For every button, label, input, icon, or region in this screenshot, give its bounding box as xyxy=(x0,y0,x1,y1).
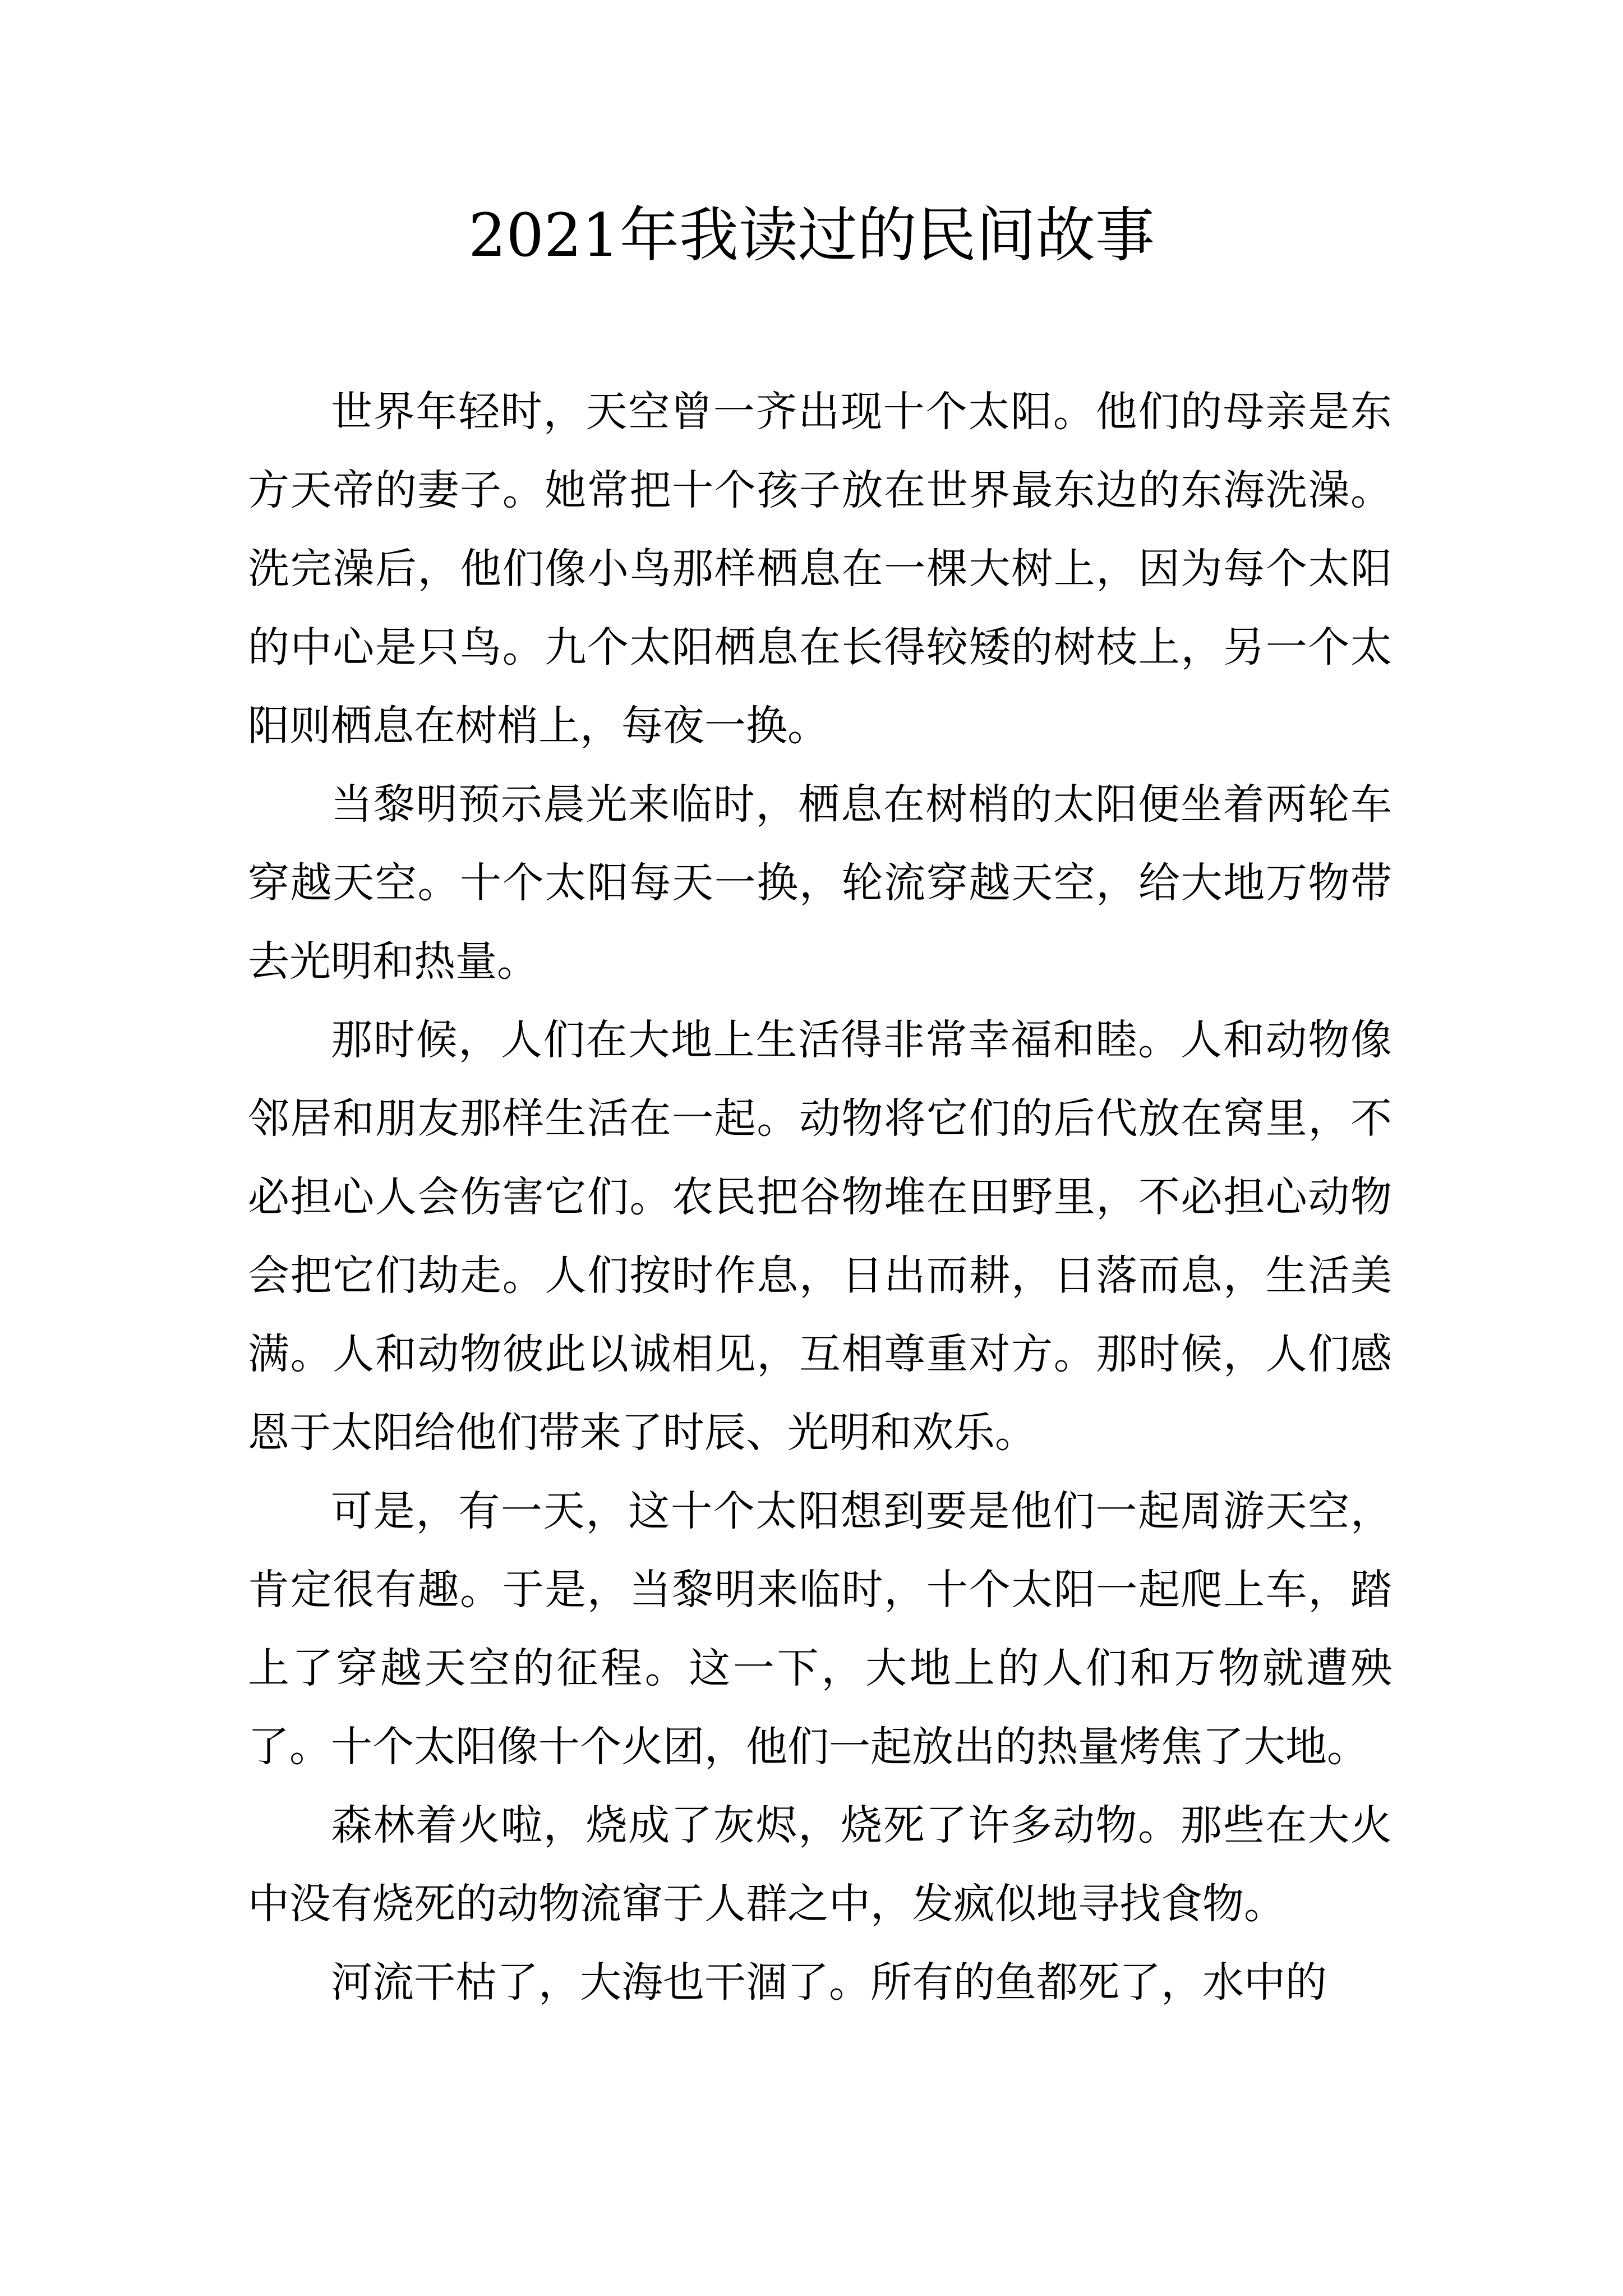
paragraph: 河流干枯了，大海也干涸了。所有的鱼都死了，水中的 xyxy=(331,1958,1327,2007)
paragraph: 那时候，人们在大地上生活得非常幸福和睦。人和动物像邻居和朋友那样生活在一起。动物将它们的后代放在窝里，不必担心人会伤害它们。农民把谷物堆在田野里，不必担心动物会把它们劫走。人们按时作息，日出而耕，日落而息，生活美满。人和动物彼此以诚相见，互相尊重对方。那时候，人们感恩于太阳给他们带来了时辰、光明和欢乐。 xyxy=(248,1016,1392,1457)
document-title: 2021年我读过的民间故事 xyxy=(468,201,1155,270)
paragraph: 森林着火啦，烧成了灰烬，烧死了许多动物。那些在大火中没有烧死的动物流窜于人群之中，发疯似地寻找食物。 xyxy=(248,1801,1392,1928)
paragraph: 世界年轻时，天空曾一齐出现十个太阳。他们的母亲是东方天帝的妻子。她常把十个孩子放在世界最东边的东海洗澡。洗完澡后，他们像小鸟那样栖息在一棵大树上，因为每个太阳的中心是只鸟。九个太阳栖息在长得较矮的树枝上，另一个太阳则栖息在树梢上，每夜一换。 xyxy=(248,388,1392,750)
document-body xyxy=(248,372,1392,2022)
paragraph: 当黎明预示晨光来临时，栖息在树梢的太阳便坐着两轮车穿越天空。十个太阳每天一换，轮流穿越天空，给大地万物带去光明和热量。 xyxy=(248,780,1392,986)
paragraph: 可是，有一天，这十个太阳想到要是他们一起周游天空，肯定很有趣。于是，当黎明来临时，十个太阳一起爬上车，踏上了穿越天空的征程。这一下，大地上的人们和万物就遭殃了。十个太阳像十个火团，他们一起放出的热量烤焦了大地。 xyxy=(248,1487,1392,1771)
